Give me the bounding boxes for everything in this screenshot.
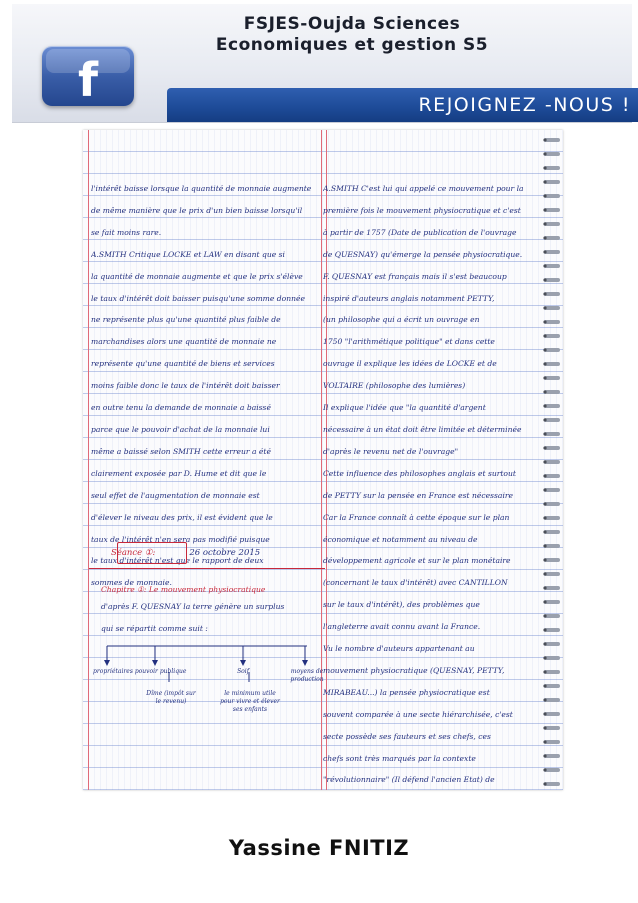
spiral-hole xyxy=(543,236,546,239)
author-name: Yassine FNITIZ xyxy=(228,836,410,860)
spiral-hole xyxy=(543,656,546,659)
spiral-binding xyxy=(541,130,563,790)
spiral-hole xyxy=(543,152,546,155)
notes-right-column xyxy=(323,178,533,790)
handwritten-line: moins faible donc le taux de l'intérêt doit baisser xyxy=(91,381,280,391)
spiral-hole xyxy=(543,306,546,309)
handwritten-line: Vu le nombre d'auteurs appartenant au xyxy=(323,644,475,654)
spiral-hole xyxy=(543,362,546,365)
spiral-hole xyxy=(543,516,546,519)
handwritten-line: secte possède ses fauteurs et ses chefs, ces xyxy=(323,731,491,741)
chapter-title: Chapitre ①: Le mouvement physiocratique xyxy=(101,585,266,594)
handwritten-line: (un philosophe qui a écrit un ouvrage en xyxy=(323,315,480,325)
handwritten-line: Car la France connaît à cette époque sur le plan xyxy=(323,512,510,522)
handwritten-line: souvent comparée à une secte hiérarchisée, c'est xyxy=(323,709,513,719)
handwritten-line: VOLTAIRE (philosophe des lumières) xyxy=(323,381,466,391)
notebook-page xyxy=(83,130,563,790)
handwritten-line: sur le taux d'intérêt), des problèmes que xyxy=(323,600,480,610)
handwritten-line: A.SMITH Critique LOCKE et LAW en disant que si xyxy=(91,249,285,259)
spiral-hole xyxy=(543,446,546,449)
spiral-hole xyxy=(543,530,546,533)
handwritten-line: première fois le mouvement physiocratique et c'est xyxy=(323,205,521,215)
spiral-hole xyxy=(543,418,546,421)
spiral-hole xyxy=(543,278,546,281)
spiral-hole xyxy=(543,138,546,141)
handwritten-line: même a baissé selon SMITH cette erreur a été xyxy=(91,446,271,456)
handwritten-line: nécessaire à un état doit être limitée et déterminée xyxy=(323,424,522,434)
handwritten-line: clairement exposée par D. Hume et dit que le xyxy=(91,468,267,478)
spiral-hole xyxy=(543,460,546,463)
spiral-hole xyxy=(543,614,546,617)
spiral-hole xyxy=(543,404,546,407)
spiral-hole xyxy=(543,684,546,687)
spiral-hole xyxy=(543,348,546,351)
spiral-hole xyxy=(543,292,546,295)
banner-title-line2: Economiques et gestion S5 xyxy=(215,35,489,55)
join-us-bar[interactable] xyxy=(167,88,638,122)
spiral-hole xyxy=(543,768,546,771)
join-us-label: REJOIGNEZ -NOUS ! xyxy=(418,94,631,116)
facebook-icon[interactable] xyxy=(42,46,134,106)
handwritten-line: le taux d'intérêt n'est que le rapport de deux xyxy=(91,556,264,566)
spiral-hole xyxy=(543,600,546,603)
handwritten-line: Il explique l'idée que "la quantité d'argent xyxy=(323,403,486,413)
handwritten-line: seul effet de l'augmentation de monnaie est xyxy=(91,490,260,500)
notes-left-column xyxy=(91,178,324,594)
handwritten-line: (concernant le taux d'intérêt) avec CANTILLON xyxy=(323,578,508,588)
section-divider xyxy=(89,568,325,569)
spiral-hole xyxy=(543,544,546,547)
tree-label-soif: Soif xyxy=(237,668,249,675)
seance-label: Séance ①: xyxy=(111,548,156,558)
handwritten-line: mouvement physiocratique (QUESNAY, PETTY, xyxy=(323,665,505,675)
spiral-hole xyxy=(543,334,546,337)
handwritten-line: de PETTY sur la pensée en France est nécessaire xyxy=(323,490,514,500)
handwritten-line: inspiré d'auteurs anglais notamment PETTY, xyxy=(323,293,495,303)
handwritten-line: d'après F. QUESNAY la terre génère un surplus xyxy=(101,602,285,611)
chapter-text xyxy=(101,596,284,640)
handwritten-line: représente qu'une quantité de biens et services xyxy=(91,359,275,369)
handwritten-line: l'angleterre avait connu avant la France. xyxy=(323,622,481,632)
handwritten-line: l'intérêt baisse lorsque la quantité de monnaie augmente xyxy=(91,184,312,193)
spiral-hole xyxy=(543,740,546,743)
handwritten-line: "révolutionnaire" (Il défend l'ancien Etat) de xyxy=(323,775,495,785)
spiral-hole xyxy=(543,320,546,323)
spiral-hole xyxy=(543,712,546,715)
handwritten-line: Cette influence des philosophes anglais et surtout xyxy=(323,468,516,478)
handwritten-line: d'élever le niveau des prix, il est évident que le xyxy=(91,512,273,522)
spiral-hole xyxy=(543,782,546,785)
handwritten-line: parce que le pouvoir d'achat de la monnaie lui xyxy=(91,424,270,434)
spiral-hole xyxy=(543,558,546,561)
left-margin-line xyxy=(88,130,89,790)
spiral-hole xyxy=(543,502,546,505)
handwritten-line: en outre tenu la demande de monnaie a baissé xyxy=(91,403,271,413)
spiral-hole xyxy=(543,670,546,673)
handwritten-line: 1750 "l'arithmétique politique" et dans cette xyxy=(323,337,495,347)
tree-label-minimum: le minimum utile pour vivre et élever ses enfants xyxy=(220,690,280,713)
spiral-hole xyxy=(543,180,546,183)
spiral-hole xyxy=(543,194,546,197)
handwritten-line: le taux d'intérêt doit baisser puisqu'une somme donnée xyxy=(91,293,305,303)
handwritten-line: chefs sont très marqués par la contexte xyxy=(323,753,476,763)
handwritten-line: ouvrage il explique les idées de LOCKE et de xyxy=(323,359,497,369)
facebook-letter: f xyxy=(77,53,99,106)
seance-date: 26 octobre 2015 xyxy=(189,548,261,558)
spiral-hole xyxy=(543,250,546,253)
handwritten-line: économique et notamment au niveau de xyxy=(323,534,478,544)
surplus-diagram xyxy=(93,642,324,713)
handwritten-line: se fait moins rare. xyxy=(91,227,162,237)
spiral-hole xyxy=(543,488,546,491)
handwritten-line: d'après le revenu net de l'ouvrage" xyxy=(323,446,459,456)
spiral-hole xyxy=(543,166,546,169)
spiral-hole xyxy=(543,208,546,211)
handwritten-line: A.SMITH C'est lui qui appelé ce mouvement pour la xyxy=(323,184,524,193)
tree-label-tithe: Dîme (impôt sur le revenu) xyxy=(146,690,196,705)
handwritten-line: taux de l'intérêt n'en sera pas modifié puisque xyxy=(91,534,270,544)
spiral-hole xyxy=(543,390,546,393)
spiral-hole xyxy=(543,726,546,729)
handwritten-line: sommes de monnaie. xyxy=(91,578,172,588)
spiral-hole xyxy=(543,642,546,645)
handwritten-line: à partir de 1757 (Date de publication de l'ouvrage xyxy=(323,227,517,237)
tree-label-means: moyens de production xyxy=(290,668,324,683)
tree-label-owners: propriétaires pouvoir publique xyxy=(93,668,187,675)
spiral-hole xyxy=(543,376,546,379)
spiral-hole xyxy=(543,222,546,225)
spiral-hole xyxy=(543,474,546,477)
spiral-hole xyxy=(543,698,546,701)
seance-heading xyxy=(111,548,260,558)
spiral-hole xyxy=(543,264,546,267)
handwritten-line: MIRABEAU...) la pensée physiocratique est xyxy=(323,687,490,697)
handwritten-line: F. QUESNAY est français mais il s'est beaucoup xyxy=(323,271,507,281)
handwritten-line: qui se répartit comme suit : xyxy=(101,623,208,633)
spiral-hole xyxy=(543,432,546,435)
handwritten-line: de même manière que le prix d'un bien baisse lorsqu'il xyxy=(91,205,303,215)
spiral-hole xyxy=(543,754,546,757)
header-banner xyxy=(12,4,632,123)
spiral-hole xyxy=(543,572,546,575)
handwritten-line: ne représente plus qu'une quantité plus faible de xyxy=(91,315,281,325)
handwritten-line: marchandises alors une quantité de monnaie ne xyxy=(91,337,277,347)
handwritten-line: de QUESNAY) qu'émerge la pensée physiocratique. xyxy=(323,249,523,259)
spiral-hole xyxy=(543,628,546,631)
banner-title-line1: FSJES-Oujda Sciences xyxy=(243,14,461,34)
spiral-hole xyxy=(543,586,546,589)
handwritten-line: la quantité de monnaie augmente et que le prix s'élève xyxy=(91,271,303,281)
handwritten-line: développement agricole et sur le plan monétaire xyxy=(323,556,511,566)
